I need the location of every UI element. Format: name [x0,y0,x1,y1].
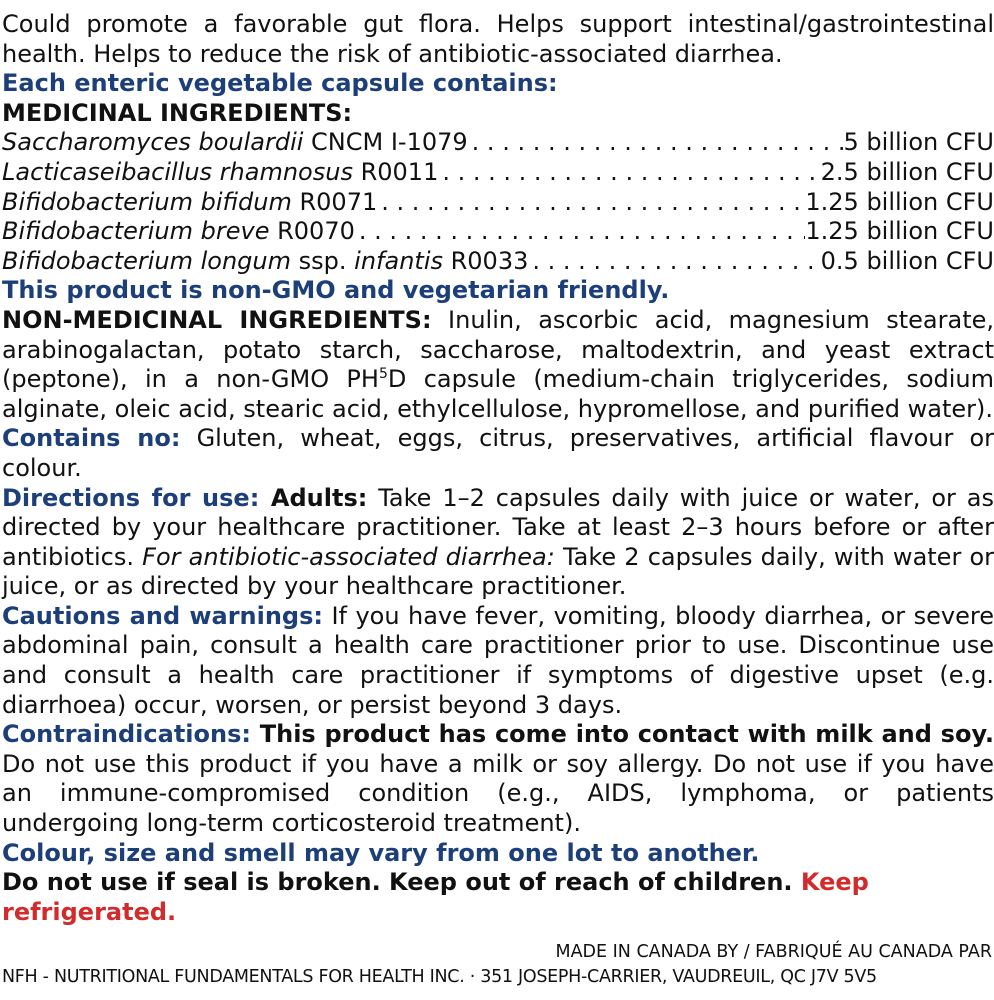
ingredient-strain: CNCM I-1079 [303,128,468,157]
dot-leader [438,158,820,188]
ingredient-amount: 5 billion CFU [843,128,994,157]
ingredient-row [2,158,994,188]
medicinal-ingredients-heading: MEDICINAL INGREDIENTS: [2,98,353,127]
ingredient-subspecies-prefix: ssp. [291,246,355,275]
dot-leader [355,217,806,247]
contraindications-text: Do not use this product if you have a milk or soy allergy. Do not use if you have an immune-compromised condition (e.g., AIDS, lymphoma, or patients undergoing long-term corticosteroid treatment). [2,749,994,838]
dot-leader [377,188,805,218]
manufacturer-address: NFH - NUTRITIONAL FUNDAMENTALS FOR HEALTH INC. · 351 JOSEPH-CARRIER, VAUDREUIL, QC J7V 5V5 [2,967,877,987]
made-in-canada: MADE IN CANADA BY / FABRIQUÉ AU CANADA PAR [555,942,992,962]
ingredient-strain: R0033 [442,246,529,275]
non-gmo-statement: This product is non-GMO and vegetarian friendly. [2,276,670,305]
contraindications-bold: This product has come into contact with milk and soy. [251,720,994,749]
medicinal-ingredients-list [2,128,994,276]
ingredient-amount: 1.25 billion CFU [805,187,994,216]
ingredient-amount: 2.5 billion CFU [820,157,994,186]
ingredient-amount: 0.5 billion CFU [820,246,994,275]
adults-label: Adults: [259,483,368,512]
non-medicinal-ingredients [2,306,994,424]
dot-leader [528,247,820,277]
ingredient-row [2,217,994,247]
ingredient-row [2,188,994,218]
ingredient-name: Bifidobacterium longum [2,246,292,275]
ingredient-row [2,128,994,158]
directions-label: Directions for use: [2,483,260,512]
contains-no-label: Contains no: [2,424,181,453]
contains-no-text: Gluten, wheat, eggs, citrus, preservatives, artificial flavour or colour. [2,424,994,482]
non-medicinal-text: Inulin, ascorbic acid, magnesium stearate, arabinogalactan, potato starch, saccharose, maltodextrin, and yeast extract (peptone), in a non-GMO PH [2,305,994,394]
contains-no [2,424,994,483]
ingredient-amount: 1.25 billion CFU [805,217,994,246]
ingredient-name: Lacticaseibacillus rhamnosus [2,157,353,186]
ingredient-name: Bifidobacterium breve [2,217,270,246]
directions-italic: For antibiotic-associated diarrhea: [142,542,555,571]
seal-warning: Do not use if seal is broken. Keep out of reach of children. [2,868,793,897]
ingredient-strain: R0070 [269,217,355,246]
manufacturer-footer [2,940,992,990]
directions-text-cont: Take 2 capsules daily, with water or juice, or as directed by your healthcare practitioner. [2,542,994,601]
ingredient-name: Bifidobacterium bifidum [2,187,292,216]
ingredient-strain: R0071 [291,187,378,216]
health-claims: Could promote a favorable gut flora. Helps support intestinal/gastrointestinal health. Helps to reduce the risk of antibiotic-associated diarrhea. [2,10,994,68]
capsule-contents-heading: Each enteric vegetable capsule contains: [2,69,558,98]
seal-warning-line [2,868,994,927]
ingredient-name: Saccharomyces boulardii [2,128,304,157]
superscript: 5 [378,366,388,383]
ingredient-row [2,247,994,277]
non-medicinal-text-cont: D capsule (medium-chain triglycerides, sodium alginate, oleic acid, stearic acid, ethylcellulose, hypromellose, and purified water). [2,365,994,423]
directions-for-use [2,484,994,602]
dot-leader [468,128,844,158]
ingredient-strain: R0011 [352,157,439,186]
cautions-label: Cautions and warnings: [2,601,323,630]
contraindications [2,720,994,838]
colour-note: Colour, size and smell may vary from one lot to another. [2,838,760,867]
contraindications-label: Contraindications: [2,720,251,749]
cautions-warnings [2,602,994,720]
directions-text: Take 1–2 capsules daily with juice or water, or as directed by your healthcare practitioner. Take at least 2–3 hours before or after antibiotics. [2,483,994,571]
ingredient-subspecies: infantis [354,246,443,275]
cautions-text: If you have fever, vomiting, bloody diarrhea, or severe abdominal pain, consult a health care practitioner prior to use. Discontinue use and consult a health care practitioner if symptoms of digestive upset (e.g. diarrhoea) occur, worsen, or persist beyond 3 days. [2,601,994,719]
non-medicinal-label: NON-MEDICINAL INGREDIENTS: [2,305,432,334]
refrigerate-warning: Keep refrigerated. [2,868,869,926]
